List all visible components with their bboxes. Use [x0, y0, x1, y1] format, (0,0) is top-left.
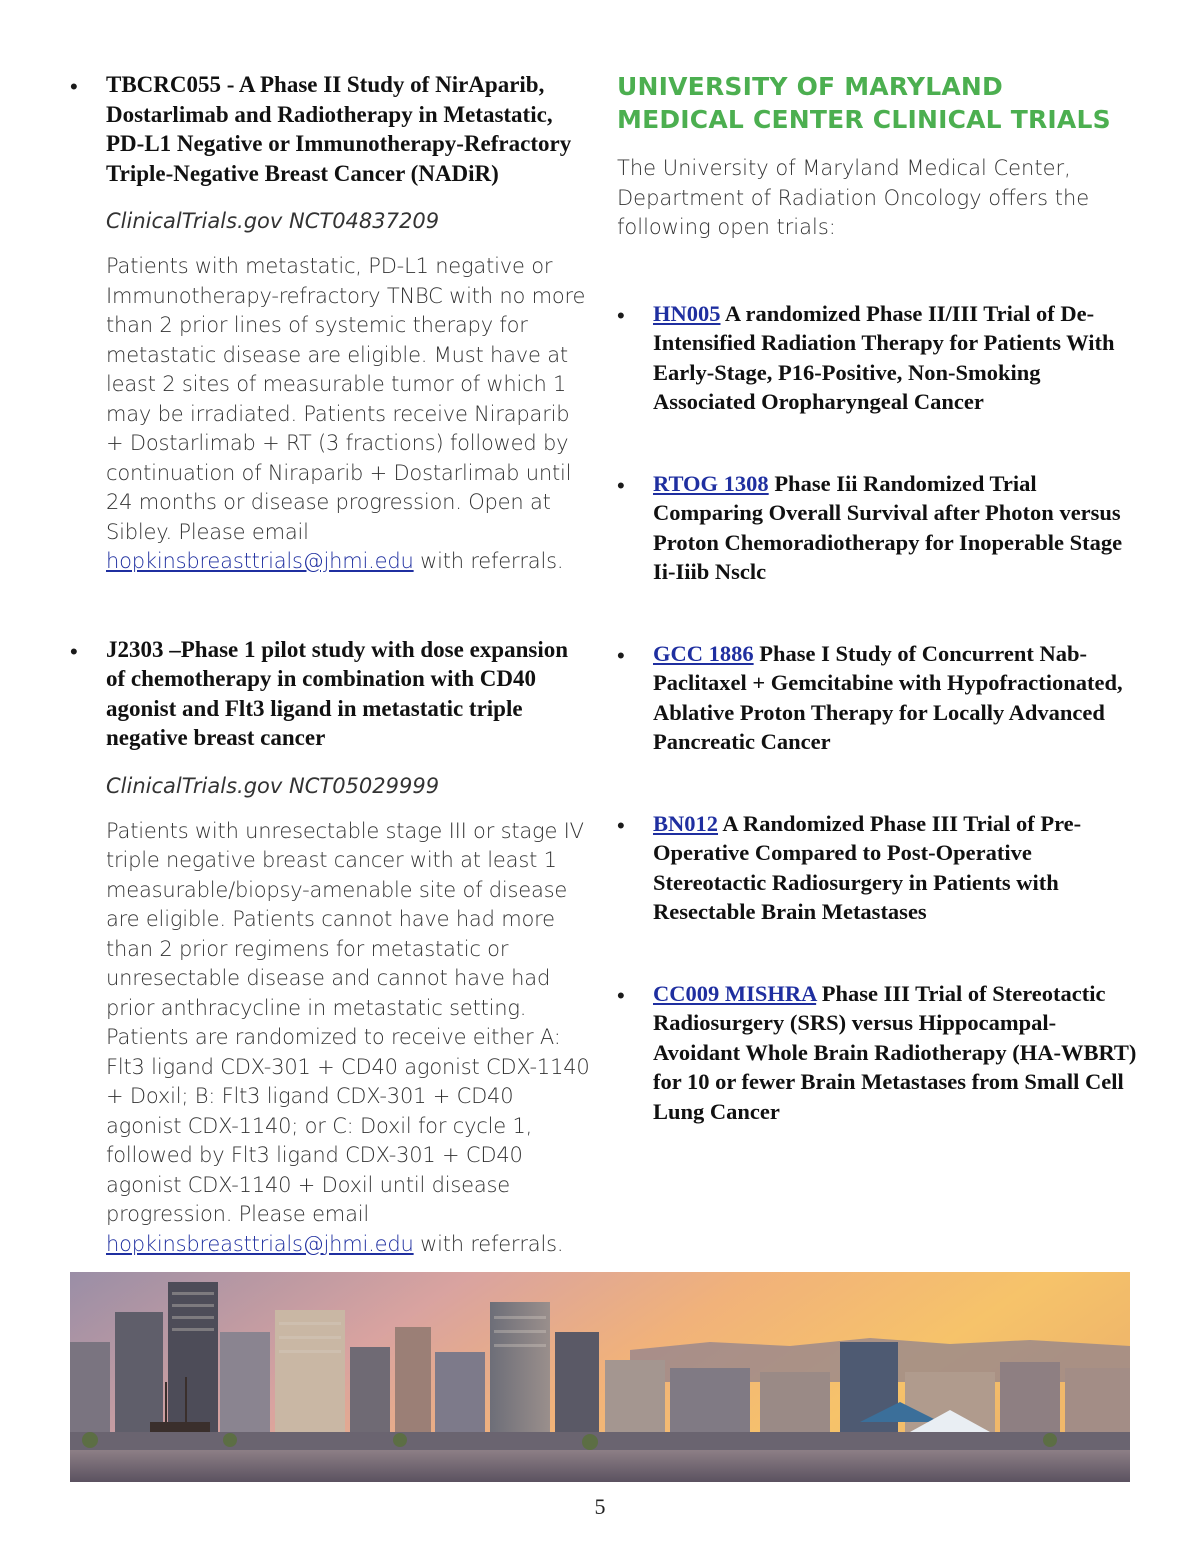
trial-id-link[interactable]: GCC 1886: [653, 640, 754, 666]
bullet: •: [617, 642, 625, 668]
bullet: •: [617, 472, 625, 498]
trial-rtog-1308: [617, 469, 1137, 587]
page-number: 5: [594, 1494, 606, 1519]
description-suffix: with referrals.: [413, 549, 564, 573]
trial-tbcrc055: [70, 70, 590, 577]
trial-title-text: A randomized Phase II/III Trial of De-Intensified Radiation Therapy for Patients With Early-Stage, P16-Positive, Non-Smoking Associated Oropharyngeal Cancer: [653, 300, 1115, 414]
trial-hn005: [617, 299, 1137, 417]
trial-title-text: A Randomized Phase III Trial of Pre-Operative Compared to Post-Operative Stereotactic Radiosurgery in Patients with Resectable Brain Metastases: [653, 810, 1082, 924]
email-link[interactable]: hopkinsbreasttrials@jhmi.edu: [106, 549, 414, 573]
trial-j2303: [70, 635, 590, 1260]
right-column: [617, 70, 1137, 1126]
trial-title: [653, 469, 1137, 587]
trial-id-link[interactable]: RTOG 1308: [653, 470, 769, 496]
trial-gcc-1886: [617, 639, 1137, 757]
left-column: [70, 70, 590, 1259]
trial-id-link[interactable]: BN012: [653, 810, 719, 836]
trial-title: [653, 809, 1137, 927]
bullet: •: [617, 812, 625, 838]
trial-registration: ClinicalTrials.gov NCT04837209: [106, 209, 440, 233]
trial-title: J2303 –Phase 1 pilot study with dose expansion of chemotherapy in combination with CD40 agonist and Flt3 ligand in metastatic triple negative breast cancer: [106, 636, 568, 750]
bullet: •: [70, 638, 78, 664]
bullet: •: [70, 74, 78, 99]
trial-cc009-mishra: [617, 979, 1137, 1127]
description-text: Patients with unresectable stage III or stage IV triple negative breast cancer with at least 1 measurable/biopsy-amenable site of disease are eligible. Patients cannot have had more than 2 prior regimens for metastatic or unresectable disease and cannot have had prior anthracycline in metastatic setting. Patients are randomized to receive either A: Flt3 ligand CDX-301 + CD40 agonist CDX-1140 + Doxil; B: Flt3 ligand CDX-301 + CD40 agonist CDX-1140; or C: Doxil for cycle 1, followed by Flt3 ligand CDX-301 + CD40 agonist CDX-1140 + Doxil until disease progression. Please email: [106, 818, 590, 1226]
trial-title: TBCRC055 - A Phase II Study of NirAparib, Dostarlimab and Radiotherapy in Metastatic, PD-L1 Negative or Immunotherapy-Refractory Triple-Negative Breast Cancer (NADiR): [106, 72, 572, 186]
section-heading: UNIVERSITY OF MARYLAND MEDICAL CENTER CLINICAL TRIALS: [617, 72, 1111, 134]
city-skyline-banner: [70, 1272, 1130, 1482]
section-intro: The University of Maryland Medical Center, Department of Radiation Oncology offers the following open trials:: [617, 156, 1090, 239]
skyline-image: [70, 1272, 1130, 1482]
trial-title-text: Phase I Study of Concurrent Nab-Paclitaxel + Gemcitabine with Hypofractionated, Ablative Proton Therapy for Locally Advanced Pancreatic Cancer: [653, 640, 1123, 754]
trial-description: [106, 252, 590, 577]
trial-bn012: [617, 809, 1137, 927]
trial-id-link[interactable]: HN005: [653, 300, 721, 326]
bullet: •: [617, 302, 625, 328]
trial-title: [653, 639, 1137, 757]
description-text: Patients with metastatic, PD-L1 negative or Immunotherapy-refractory TNBC with no more than 2 prior lines of systemic therapy for metastatic disease are eligible. Must have at least 2 sites of measurable tumor of which 1 may be irradiated. Patients receive Niraparib + Dostarlimab + RT (3 fractions) followed by continuation of Niraparib + Dostarlimab until 24 months or disease progression. Open at Sibley. Please email: [106, 254, 586, 544]
trial-registration: ClinicalTrials.gov NCT05029999: [106, 773, 440, 798]
bullet: •: [617, 982, 625, 1008]
trial-description: [106, 817, 590, 1260]
trial-title-text: Phase III Trial of Stereotactic Radiosurgery (SRS) versus Hippocampal-Avoidant Whole Brain Radiotherapy (HA-WBRT) for 10 or fewer Brain Metastases from Small Cell Lung Cancer: [653, 980, 1137, 1124]
trial-title-text: Phase Iii Randomized Trial Comparing Overall Survival after Photon versus Proton Chemoradiotherapy for Inoperable Stage Ii-Iiib Nsclc: [653, 470, 1123, 584]
trial-id-link[interactable]: CC009 MISHRA: [653, 980, 817, 1006]
description-suffix: with referrals.: [413, 1231, 564, 1256]
email-link[interactable]: hopkinsbreasttrials@jhmi.edu: [106, 1231, 414, 1256]
trial-title: [653, 979, 1137, 1127]
trial-title: [653, 299, 1137, 417]
